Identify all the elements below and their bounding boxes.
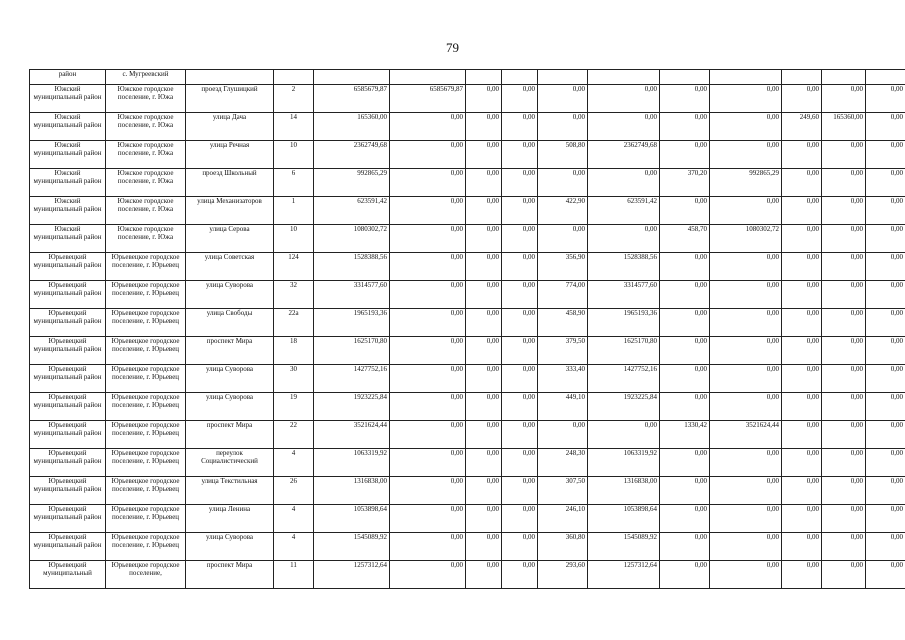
amount-cell: 0,00 xyxy=(710,477,782,505)
settlement-cell: Юрьевецкое городское поселение, г. Юрьевец xyxy=(106,477,186,505)
amount-cell: 0,00 xyxy=(866,197,905,225)
area-cell: 293,60 xyxy=(538,561,588,589)
house-number-cell: 26 xyxy=(274,477,314,505)
district-cell: Юрьевецкий муниципальный xyxy=(30,561,106,589)
amount-cell: 0,00 xyxy=(710,141,782,169)
amount-cell: 0,00 xyxy=(466,281,502,309)
amount-cell: 1063319,92 xyxy=(588,449,660,477)
amount-cell: 1923225,84 xyxy=(314,393,390,421)
amount-cell: 1625170,80 xyxy=(314,337,390,365)
amount-cell: 0,00 xyxy=(466,253,502,281)
area-cell: 0,00 xyxy=(660,85,710,113)
district-cell: Юрьевецкий муниципальный район xyxy=(30,393,106,421)
amount-cell: 0,00 xyxy=(466,449,502,477)
amount-cell: 0,00 xyxy=(390,533,466,561)
amount-cell: 1545089,92 xyxy=(588,533,660,561)
street-cell: переулок Социалистический xyxy=(186,449,274,477)
house-number-cell: 11 xyxy=(274,561,314,589)
amount-cell: 0,00 xyxy=(866,449,905,477)
street-cell: улица Суворова xyxy=(186,533,274,561)
amount-cell: 0,00 xyxy=(710,561,782,589)
district-cell: Юрьевецкий муниципальный район xyxy=(30,365,106,393)
district-cell: Юрьевецкий муниципальный район xyxy=(30,421,106,449)
amount-cell: 0,00 xyxy=(588,113,660,141)
house-number-cell: 4 xyxy=(274,533,314,561)
settlement-cell: Юрьевецкое городское поселение, г. Юрьевец xyxy=(106,309,186,337)
amount-cell: 1080302,72 xyxy=(710,225,782,253)
amount-cell: 0,00 xyxy=(822,365,866,393)
district-cell: Южский муниципальный район xyxy=(30,197,106,225)
amount-cell: 0,00 xyxy=(866,365,905,393)
amount-cell: 0,00 xyxy=(866,561,905,589)
amount-cell: 1080302,72 xyxy=(314,225,390,253)
table-row xyxy=(30,561,905,589)
amount-cell: 0,00 xyxy=(502,365,538,393)
area-cell: 0,00 xyxy=(782,533,822,561)
area-cell: 248,30 xyxy=(538,449,588,477)
amount-cell: 0,00 xyxy=(466,225,502,253)
amount-cell: 0,00 xyxy=(866,281,905,309)
amount-cell: 0,00 xyxy=(588,421,660,449)
area-cell: 0,00 xyxy=(782,449,822,477)
amount-cell: 0,00 xyxy=(866,505,905,533)
amount-cell: 3521624,44 xyxy=(314,421,390,449)
amount-cell: 0,00 xyxy=(866,141,905,169)
area-cell: 0,00 xyxy=(660,253,710,281)
amount-cell: 0,00 xyxy=(588,225,660,253)
amount-cell: 0,00 xyxy=(822,477,866,505)
street-cell: проспект Мира xyxy=(186,561,274,589)
area-cell: 0,00 xyxy=(660,561,710,589)
amount-cell: 0,00 xyxy=(466,421,502,449)
amount-cell: 0,00 xyxy=(466,365,502,393)
settlement-cell: Юрьевецкое городское поселение, г. Юрьевец xyxy=(106,533,186,561)
amount-cell: 1063319,92 xyxy=(314,449,390,477)
amount-cell: 1427752,16 xyxy=(588,365,660,393)
amount-cell: 0,00 xyxy=(502,197,538,225)
settlement-cell: Юрьевецкое городское поселение, г. Юрьевец xyxy=(106,337,186,365)
amount-cell: 0,00 xyxy=(502,141,538,169)
area-cell: 0,00 xyxy=(782,561,822,589)
table-row xyxy=(30,309,905,337)
house-number-cell: 32 xyxy=(274,281,314,309)
page-number: 79 xyxy=(446,40,459,55)
amount-cell: 2362749,68 xyxy=(588,141,660,169)
amount-cell: 0,00 xyxy=(390,113,466,141)
area-cell: 0,00 xyxy=(782,85,822,113)
amount-cell: 0,00 xyxy=(466,561,502,589)
area-cell: 0,00 xyxy=(782,169,822,197)
area-cell: 0,00 xyxy=(538,225,588,253)
table-row xyxy=(30,477,905,505)
amount-cell: 2362749,68 xyxy=(314,141,390,169)
street-cell: улица Серова xyxy=(186,225,274,253)
area-cell: 422,90 xyxy=(538,197,588,225)
street-cell: проспект Мира xyxy=(186,421,274,449)
amount-cell: 0,00 xyxy=(466,533,502,561)
area-cell: 449,10 xyxy=(538,393,588,421)
amount-cell: 1316838,00 xyxy=(588,477,660,505)
area-cell: 0,00 xyxy=(660,141,710,169)
amount-cell: 0,00 xyxy=(710,533,782,561)
amount-cell: 0,00 xyxy=(502,561,538,589)
amount-cell: 0,00 xyxy=(822,533,866,561)
settlement-cell: Юрьевецкое городское поселение, г. Юрьевец xyxy=(106,253,186,281)
district-cell: Юрьевецкий муниципальный район xyxy=(30,309,106,337)
amount-cell: 3314577,60 xyxy=(314,281,390,309)
street-cell: проезд Школьный xyxy=(186,169,274,197)
street-cell: улица Суворова xyxy=(186,281,274,309)
area-cell: 0,00 xyxy=(782,421,822,449)
amount-cell: 3521624,44 xyxy=(710,421,782,449)
amount-cell: 0,00 xyxy=(390,169,466,197)
street-cell: улица Дача xyxy=(186,113,274,141)
table-row xyxy=(30,225,905,253)
area-cell: 0,00 xyxy=(660,393,710,421)
table-row xyxy=(30,505,905,533)
house-number-cell: 22а xyxy=(274,309,314,337)
table-row xyxy=(30,421,905,449)
amount-cell: 0,00 xyxy=(502,421,538,449)
amount-cell: 6585679,87 xyxy=(314,85,390,113)
area-cell: 1330,42 xyxy=(660,421,710,449)
amount-cell: 1965193,36 xyxy=(314,309,390,337)
amount-cell: 0,00 xyxy=(390,505,466,533)
amount-cell: 0,00 xyxy=(866,225,905,253)
amount-cell: 0,00 xyxy=(390,309,466,337)
amount-cell: 0,00 xyxy=(710,449,782,477)
area-cell: 0,00 xyxy=(538,421,588,449)
amount-cell: 0,00 xyxy=(390,281,466,309)
area-cell: 360,80 xyxy=(538,533,588,561)
amount-cell: 0,00 xyxy=(710,113,782,141)
area-cell: 246,10 xyxy=(538,505,588,533)
amount-cell: 1545089,92 xyxy=(314,533,390,561)
house-number-cell: 30 xyxy=(274,365,314,393)
settlement-cell: Южское городское поселение, г. Южа xyxy=(106,85,186,113)
table-row xyxy=(30,393,905,421)
amount-cell: 623591,42 xyxy=(314,197,390,225)
street-cell: улица Свободы xyxy=(186,309,274,337)
house-number-cell: 10 xyxy=(274,141,314,169)
amount-cell: 0,00 xyxy=(502,505,538,533)
amount-cell: 165360,00 xyxy=(314,113,390,141)
settlement-cell: Юрьевецкое городское поселение, г. Юрьевец xyxy=(106,449,186,477)
amount-cell: 0,00 xyxy=(822,337,866,365)
amount-cell: 992865,29 xyxy=(314,169,390,197)
amount-cell: 0,00 xyxy=(390,477,466,505)
amount-cell: 0,00 xyxy=(822,309,866,337)
amount-cell: 0,00 xyxy=(822,505,866,533)
amount-cell: 0,00 xyxy=(466,169,502,197)
street-cell: улица Суворова xyxy=(186,393,274,421)
settlement-cell: Юрьевецкое городское поселение, г. Юрьевец xyxy=(106,421,186,449)
district-cell: Южский муниципальный район xyxy=(30,113,106,141)
area-cell: 0,00 xyxy=(660,113,710,141)
amount-cell: 0,00 xyxy=(466,393,502,421)
amount-cell: 0,00 xyxy=(502,85,538,113)
amount-cell: 0,00 xyxy=(466,141,502,169)
amount-cell: 0,00 xyxy=(502,309,538,337)
amount-cell: 0,00 xyxy=(710,197,782,225)
area-cell: 0,00 xyxy=(782,477,822,505)
house-number-cell: 22 xyxy=(274,421,314,449)
amount-cell: 0,00 xyxy=(466,337,502,365)
amount-cell: 0,00 xyxy=(710,365,782,393)
area-cell: 0,00 xyxy=(782,337,822,365)
table-row xyxy=(30,449,905,477)
area-cell: 249,60 xyxy=(782,113,822,141)
table-row xyxy=(30,253,905,281)
area-cell: 0,00 xyxy=(782,393,822,421)
amount-cell: 0,00 xyxy=(502,393,538,421)
table-row xyxy=(30,70,905,85)
house-number-cell: 19 xyxy=(274,393,314,421)
street-cell: проспект Мира xyxy=(186,337,274,365)
district-cell: Южский муниципальный район xyxy=(30,169,106,197)
street-cell: улица Суворова xyxy=(186,365,274,393)
amount-cell: 0,00 xyxy=(390,365,466,393)
settlement-cell: Юрьевецкое городское поселение, г. Юрьевец xyxy=(106,393,186,421)
street-cell: улица Механизаторов xyxy=(186,197,274,225)
amount-cell: 992865,29 xyxy=(710,169,782,197)
amount-cell: 0,00 xyxy=(822,449,866,477)
district-cell: Юрьевецкий муниципальный район xyxy=(30,337,106,365)
area-cell: 0,00 xyxy=(660,337,710,365)
area-cell: 0,00 xyxy=(660,365,710,393)
area-cell: 0,00 xyxy=(782,505,822,533)
amount-cell: 1053898,64 xyxy=(588,505,660,533)
area-cell: 458,90 xyxy=(538,309,588,337)
amount-cell: 0,00 xyxy=(390,561,466,589)
district-cell: Юрьевецкий муниципальный район xyxy=(30,449,106,477)
amount-cell: 0,00 xyxy=(390,225,466,253)
house-number-cell: 4 xyxy=(274,449,314,477)
amount-cell: 0,00 xyxy=(866,533,905,561)
amount-cell: 623591,42 xyxy=(588,197,660,225)
table-row xyxy=(30,141,905,169)
amount-cell: 0,00 xyxy=(866,337,905,365)
area-cell: 0,00 xyxy=(660,197,710,225)
amount-cell: 1427752,16 xyxy=(314,365,390,393)
table-row xyxy=(30,281,905,309)
area-cell: 0,00 xyxy=(782,365,822,393)
amount-cell: 1923225,84 xyxy=(588,393,660,421)
table-row xyxy=(30,169,905,197)
area-cell: 0,00 xyxy=(782,253,822,281)
amount-cell: 0,00 xyxy=(710,309,782,337)
amount-cell: 0,00 xyxy=(502,281,538,309)
street-cell: проезд Глушицкий xyxy=(186,85,274,113)
district-cell: район xyxy=(30,70,106,85)
amount-cell: 0,00 xyxy=(822,225,866,253)
area-cell: 0,00 xyxy=(782,225,822,253)
amount-cell: 0,00 xyxy=(710,85,782,113)
amount-cell: 165360,00 xyxy=(822,113,866,141)
amount-cell: 0,00 xyxy=(710,505,782,533)
amount-cell: 0,00 xyxy=(390,141,466,169)
amount-cell: 0,00 xyxy=(710,393,782,421)
amount-cell: 0,00 xyxy=(866,421,905,449)
table-row xyxy=(30,337,905,365)
amount-cell: 0,00 xyxy=(822,85,866,113)
amount-cell: 1528388,56 xyxy=(314,253,390,281)
area-cell: 508,80 xyxy=(538,141,588,169)
area-cell: 774,00 xyxy=(538,281,588,309)
amount-cell: 0,00 xyxy=(390,393,466,421)
area-cell: 0,00 xyxy=(660,533,710,561)
district-cell: Южский муниципальный район xyxy=(30,141,106,169)
settlement-cell: Юрьевецкое городское поселение, xyxy=(106,561,186,589)
amount-cell: 1257312,64 xyxy=(314,561,390,589)
district-cell: Юрьевецкий муниципальный район xyxy=(30,505,106,533)
area-cell: 0,00 xyxy=(782,197,822,225)
area-cell: 0,00 xyxy=(660,505,710,533)
settlement-cell: Юрьевецкое городское поселение, г. Юрьевец xyxy=(106,365,186,393)
amount-cell: 0,00 xyxy=(822,393,866,421)
amount-cell: 0,00 xyxy=(866,253,905,281)
area-cell: 0,00 xyxy=(782,309,822,337)
amount-cell: 0,00 xyxy=(502,337,538,365)
settlement-cell: Юрьевецкое городское поселение, г. Юрьевец xyxy=(106,505,186,533)
area-cell: 333,40 xyxy=(538,365,588,393)
table-row xyxy=(30,85,905,113)
amount-cell: 0,00 xyxy=(822,421,866,449)
area-cell: 0,00 xyxy=(538,113,588,141)
amount-cell: 1528388,56 xyxy=(588,253,660,281)
settlement-cell: Южское городское поселение, г. Южа xyxy=(106,225,186,253)
amount-cell: 0,00 xyxy=(466,505,502,533)
house-number-cell: 14 xyxy=(274,113,314,141)
street-cell: улица Текстильная xyxy=(186,477,274,505)
amount-cell: 1316838,00 xyxy=(314,477,390,505)
street-cell: улица Ленина xyxy=(186,505,274,533)
amount-cell: 0,00 xyxy=(502,449,538,477)
amount-cell: 0,00 xyxy=(390,197,466,225)
table-row xyxy=(30,365,905,393)
amount-cell: 0,00 xyxy=(466,197,502,225)
district-cell: Южский муниципальный район xyxy=(30,85,106,113)
amount-cell: 6585679,87 xyxy=(390,85,466,113)
settlement-cell: Южское городское поселение, г. Южа xyxy=(106,141,186,169)
registry-table xyxy=(29,69,905,589)
amount-cell: 0,00 xyxy=(822,197,866,225)
amount-cell: 0,00 xyxy=(390,337,466,365)
district-cell: Юрьевецкий муниципальный район xyxy=(30,533,106,561)
house-number-cell: 124 xyxy=(274,253,314,281)
amount-cell: 1625170,80 xyxy=(588,337,660,365)
settlement-cell: Юрьевецкое городское поселение, г. Юрьевец xyxy=(106,281,186,309)
amount-cell: 0,00 xyxy=(502,225,538,253)
amount-cell: 0,00 xyxy=(466,113,502,141)
area-cell: 0,00 xyxy=(782,141,822,169)
area-cell: 0,00 xyxy=(782,281,822,309)
settlement-cell: Южское городское поселение, г. Южа xyxy=(106,197,186,225)
area-cell: 370,20 xyxy=(660,169,710,197)
area-cell: 0,00 xyxy=(660,309,710,337)
amount-cell: 0,00 xyxy=(822,561,866,589)
settlement-cell: Южское городское поселение, г. Южа xyxy=(106,169,186,197)
amount-cell: 1965193,36 xyxy=(588,309,660,337)
amount-cell: 0,00 xyxy=(588,169,660,197)
amount-cell: 0,00 xyxy=(466,477,502,505)
amount-cell: 0,00 xyxy=(710,281,782,309)
area-cell: 0,00 xyxy=(660,281,710,309)
amount-cell: 1053898,64 xyxy=(314,505,390,533)
district-cell: Южский муниципальный район xyxy=(30,225,106,253)
amount-cell: 0,00 xyxy=(866,113,905,141)
amount-cell: 0,00 xyxy=(502,253,538,281)
amount-cell: 0,00 xyxy=(502,113,538,141)
amount-cell: 0,00 xyxy=(502,533,538,561)
area-cell: 379,50 xyxy=(538,337,588,365)
amount-cell: 0,00 xyxy=(390,253,466,281)
amount-cell: 0,00 xyxy=(866,85,905,113)
street-cell: улица Советская xyxy=(186,253,274,281)
amount-cell: 0,00 xyxy=(390,449,466,477)
house-number-cell: 10 xyxy=(274,225,314,253)
area-cell: 458,70 xyxy=(660,225,710,253)
house-number-cell: 2 xyxy=(274,85,314,113)
amount-cell: 0,00 xyxy=(822,281,866,309)
area-cell: 356,90 xyxy=(538,253,588,281)
amount-cell: 0,00 xyxy=(502,477,538,505)
amount-cell: 0,00 xyxy=(710,337,782,365)
area-cell: 307,50 xyxy=(538,477,588,505)
house-number-cell: 18 xyxy=(274,337,314,365)
house-number-cell: 1 xyxy=(274,197,314,225)
amount-cell: 0,00 xyxy=(822,141,866,169)
amount-cell: 0,00 xyxy=(822,169,866,197)
amount-cell: 0,00 xyxy=(390,421,466,449)
amount-cell: 0,00 xyxy=(502,169,538,197)
amount-cell: 0,00 xyxy=(466,309,502,337)
amount-cell: 0,00 xyxy=(866,393,905,421)
amount-cell: 0,00 xyxy=(588,85,660,113)
area-cell: 0,00 xyxy=(538,169,588,197)
table-row xyxy=(30,533,905,561)
district-cell: Юрьевецкий муниципальный район xyxy=(30,253,106,281)
amount-cell: 0,00 xyxy=(710,253,782,281)
area-cell: 0,00 xyxy=(660,449,710,477)
settlement-cell: с. Мугреевский xyxy=(106,70,186,85)
area-cell: 0,00 xyxy=(538,85,588,113)
house-number-cell: 4 xyxy=(274,505,314,533)
amount-cell: 0,00 xyxy=(866,169,905,197)
amount-cell: 0,00 xyxy=(466,85,502,113)
amount-cell: 1257312,64 xyxy=(588,561,660,589)
table-row xyxy=(30,197,905,225)
settlement-cell: Южское городское поселение, г. Южа xyxy=(106,113,186,141)
district-cell: Юрьевецкий муниципальный район xyxy=(30,281,106,309)
amount-cell: 3314577,60 xyxy=(588,281,660,309)
table-row xyxy=(30,113,905,141)
district-cell: Юрьевецкий муниципальный район xyxy=(30,477,106,505)
house-number-cell: 6 xyxy=(274,169,314,197)
amount-cell: 0,00 xyxy=(866,477,905,505)
street-cell: улица Речная xyxy=(186,141,274,169)
amount-cell: 0,00 xyxy=(822,253,866,281)
amount-cell: 0,00 xyxy=(866,309,905,337)
area-cell: 0,00 xyxy=(660,477,710,505)
